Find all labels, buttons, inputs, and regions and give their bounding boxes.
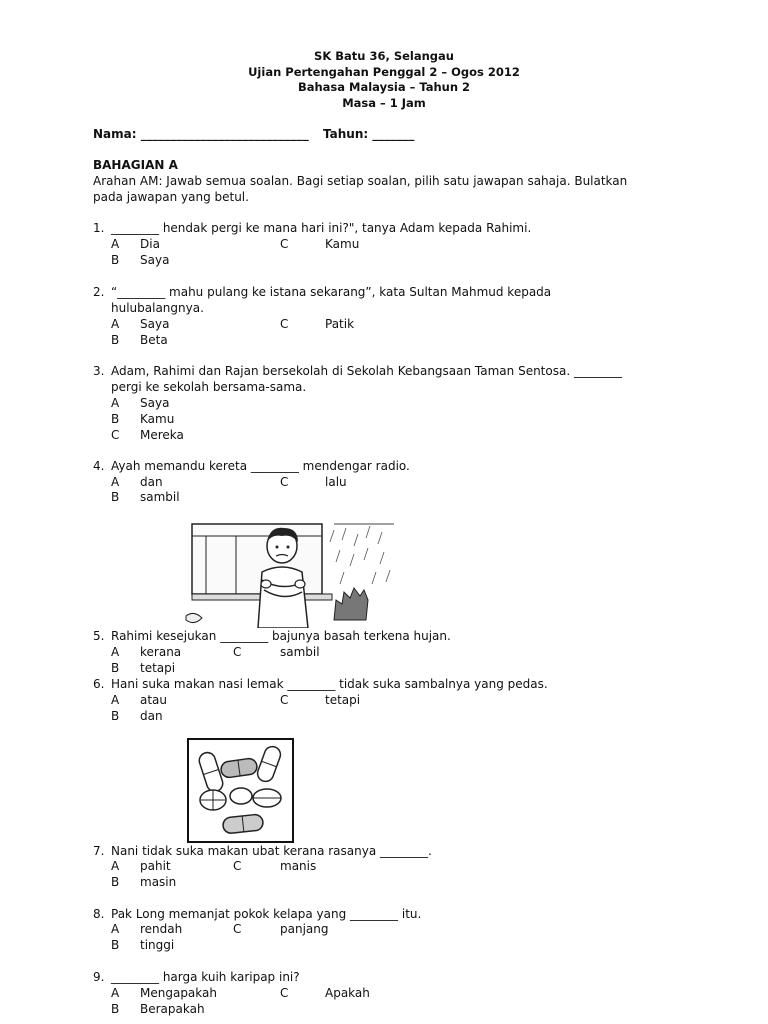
question-text: ________ harga kuih karipap ini? — [111, 970, 300, 984]
option-letter: C — [233, 859, 242, 873]
option-letter: B — [111, 253, 120, 267]
question-text: Nani tidak suka makan ubat kerana rasanya ________. — [111, 844, 432, 858]
option-text: kerana — [140, 645, 182, 659]
option-text: Apakah — [325, 986, 370, 1000]
question-number: 9. — [93, 970, 105, 984]
question-text: ________ hendak pergi ke mana hari ini?", tanya Adam kepada Rahimi. — [111, 221, 532, 235]
option-text: Saya — [140, 253, 170, 267]
question-number: 2. — [93, 285, 105, 299]
option-text: Mengapakah — [140, 986, 217, 1000]
option-letter: B — [111, 412, 120, 426]
school-name: SK Batu 36, Selangau — [314, 49, 454, 63]
option-text: dan — [140, 475, 163, 489]
section-title: BAHAGIAN A — [93, 158, 178, 172]
question-text: “________ mahu pulang ke istana sekarang”, kata Sultan Mahmud kepada — [111, 285, 552, 299]
question-number: 7. — [93, 844, 105, 858]
option-letter: C — [280, 237, 289, 251]
question-text: hulubalangnya. — [111, 301, 204, 315]
option-letter: A — [111, 922, 120, 936]
question-number: 1. — [93, 221, 105, 235]
option-letter: C — [280, 317, 289, 331]
option-text: masin — [140, 875, 177, 889]
option-letter: C — [233, 645, 242, 659]
option-text: Berapakah — [140, 1002, 205, 1016]
option-letter: A — [111, 237, 120, 251]
question-number: 5. — [93, 629, 105, 643]
option-letter: B — [111, 709, 120, 723]
option-text: Kamu — [140, 412, 175, 426]
question-number: 4. — [93, 459, 105, 473]
question-number: 8. — [93, 907, 105, 921]
option-text: Dia — [140, 237, 160, 251]
option-letter: A — [111, 396, 120, 410]
option-letter: B — [111, 490, 120, 504]
exam-title: Ujian Pertengahan Penggal 2 – Ogos 2012 — [248, 65, 520, 79]
question-text: Hani suka makan nasi lemak ________ tidak suka sambalnya yang pedas. — [111, 677, 548, 691]
question-text: Rahimi kesejukan ________ bajunya basah terkena hujan. — [111, 629, 451, 643]
option-letter: C — [280, 475, 289, 489]
option-letter: B — [111, 661, 120, 675]
option-letter: B — [111, 333, 120, 347]
option-letter: A — [111, 475, 120, 489]
instruction-line-2: pada jawapan yang betul. — [93, 190, 249, 204]
option-text: Saya — [140, 396, 170, 410]
option-text: rendah — [140, 922, 183, 936]
option-text: lalu — [325, 475, 347, 489]
option-letter: C — [233, 922, 242, 936]
option-text: Mereka — [140, 428, 184, 442]
duration: Masa – 1 Jam — [342, 96, 426, 110]
option-letter: B — [111, 938, 120, 952]
option-text: Patik — [325, 317, 355, 331]
option-text: Kamu — [325, 237, 360, 251]
option-text: Saya — [140, 317, 170, 331]
option-text: sambil — [140, 490, 180, 504]
option-letter: B — [111, 1002, 120, 1016]
medicine-pills-illustration — [187, 738, 294, 843]
option-letter: C — [280, 986, 289, 1000]
option-text: dan — [140, 709, 163, 723]
subject-title: Bahasa Malaysia – Tahun 2 — [297, 80, 471, 94]
option-text: pahit — [140, 859, 171, 873]
option-letter: A — [111, 693, 120, 707]
option-letter: C — [280, 693, 289, 707]
option-text: tetapi — [140, 661, 176, 675]
option-text: Beta — [140, 333, 168, 347]
option-text: sambil — [280, 645, 320, 659]
question-number: 3. — [93, 364, 105, 378]
option-letter: C — [111, 428, 120, 442]
option-text: tinggi — [140, 938, 175, 952]
question-text: Ayah memandu kereta ________ mendengar radio. — [111, 459, 410, 473]
boy-in-rain-illustration — [184, 520, 400, 628]
name-field-label: Nama: ____________________________ — [93, 127, 309, 141]
option-text: tetapi — [325, 693, 361, 707]
option-letter: A — [111, 986, 120, 1000]
option-letter: B — [111, 875, 120, 889]
option-letter: A — [111, 317, 120, 331]
option-text: atau — [140, 693, 168, 707]
year-field-label: Tahun: _______ — [323, 127, 415, 141]
instruction-line-1: Arahan AM: Jawab semua soalan. Bagi setiap soalan, pilih satu jawapan sahaja. Bulatkan — [93, 174, 628, 188]
question-number: 6. — [93, 677, 105, 691]
option-letter: A — [111, 859, 120, 873]
option-letter: A — [111, 645, 120, 659]
question-text: Pak Long memanjat pokok kelapa yang ________ itu. — [111, 907, 422, 921]
question-text: pergi ke sekolah bersama-sama. — [111, 380, 307, 394]
option-text: panjang — [280, 922, 329, 936]
question-text: Adam, Rahimi dan Rajan bersekolah di Sekolah Kebangsaan Taman Sentosa. ________ — [111, 364, 622, 378]
option-text: manis — [280, 859, 317, 873]
